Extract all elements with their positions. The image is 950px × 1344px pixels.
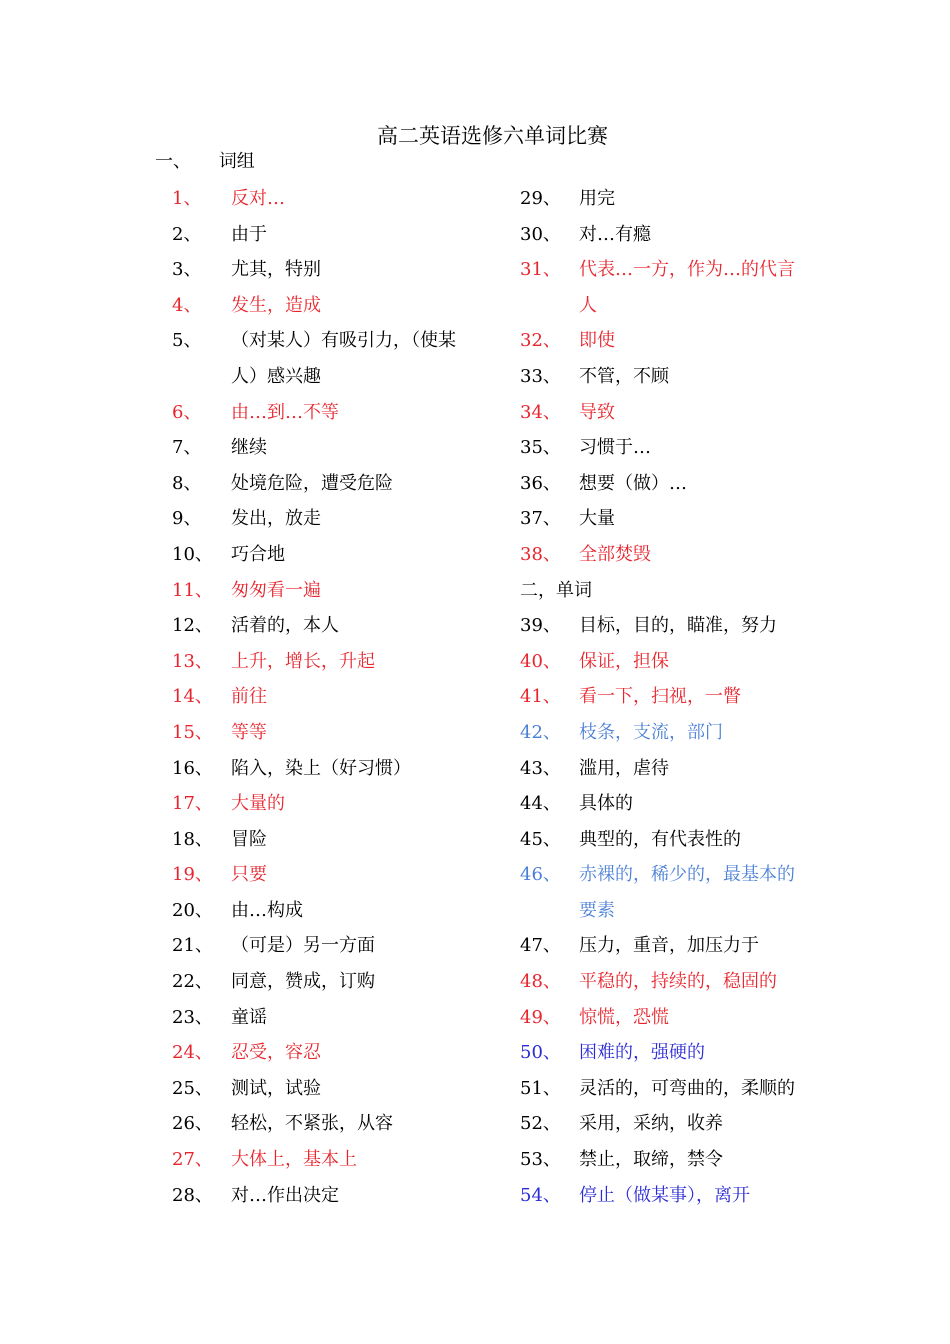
list-item — [520, 217, 820, 253]
item-number: 13、 — [172, 650, 213, 672]
word-list-items — [520, 608, 820, 1213]
list-item — [172, 430, 472, 466]
item-text: 惊慌，恐慌 — [579, 1006, 669, 1028]
item-text: 典型的，有代表性的 — [579, 828, 741, 850]
item-number: 22、 — [172, 971, 213, 993]
item-text: 对…有瘾 — [579, 223, 651, 245]
item-text: 习惯于… — [579, 437, 651, 459]
item-text: 代表…一方，作为…的代言人 — [579, 259, 795, 316]
list-item — [172, 1142, 472, 1178]
item-number: 33、 — [520, 365, 561, 387]
item-number: 50、 — [520, 1042, 561, 1064]
list-item — [172, 323, 472, 394]
item-text: 由…构成 — [231, 899, 303, 921]
item-text: 处境危险，遭受危险 — [231, 472, 393, 494]
item-number: 14、 — [172, 686, 213, 708]
item-number: 34、 — [520, 401, 561, 423]
item-number: 54、 — [520, 1184, 561, 1206]
list-item — [520, 1000, 820, 1036]
list-item — [520, 715, 820, 751]
item-number: 2、 — [172, 223, 202, 245]
list-item — [172, 537, 472, 573]
list-item — [172, 822, 472, 858]
item-number: 12、 — [172, 615, 213, 637]
list-item — [520, 1178, 820, 1214]
item-text: 测试，试验 — [231, 1077, 321, 1099]
item-number: 23、 — [172, 1006, 213, 1028]
item-number: 51、 — [520, 1077, 561, 1099]
item-number: 29、 — [520, 188, 561, 209]
item-number: 19、 — [172, 864, 213, 886]
item-number: 17、 — [172, 793, 213, 815]
item-text: 大量的 — [231, 793, 285, 815]
item-number: 52、 — [520, 1113, 561, 1135]
list-item — [520, 1035, 820, 1071]
item-text: 禁止，取缔，禁令 — [579, 1149, 723, 1171]
list-item — [172, 857, 472, 893]
item-text: （对某人）有吸引力，（使某人）感兴趣 — [231, 330, 456, 387]
list-item — [520, 537, 820, 573]
list-item — [520, 252, 820, 323]
item-text: 发生，造成 — [231, 294, 321, 316]
item-text: 忍受，容忍 — [231, 1042, 321, 1064]
item-number: 7、 — [172, 437, 202, 459]
page-title: 高二英语选修六单词比赛 — [377, 124, 608, 148]
item-text: 即使 — [579, 330, 615, 352]
item-number: 42、 — [520, 721, 561, 743]
item-text: 冒险 — [231, 828, 267, 850]
list-item — [172, 288, 472, 324]
list-item — [172, 1178, 472, 1214]
phrase-list-right-items — [520, 181, 820, 573]
list-item — [520, 501, 820, 537]
item-text: 停止（做某事），离开 — [579, 1184, 750, 1206]
item-text: 对…作出决定 — [231, 1184, 339, 1206]
list-item — [520, 1071, 820, 1107]
item-number: 45、 — [520, 828, 561, 850]
item-number: 10、 — [172, 543, 213, 565]
item-text: 赤裸的，稀少的，最基本的要素 — [579, 864, 795, 921]
item-number: 40、 — [520, 650, 561, 672]
item-number: 15、 — [172, 721, 213, 743]
item-text: 陷入，染上（好习惯） — [231, 757, 411, 779]
item-number: 28、 — [172, 1184, 213, 1206]
item-text: 上升，增长，升起 — [231, 650, 375, 672]
item-text: 由于 — [231, 223, 267, 245]
item-number: 27、 — [172, 1149, 213, 1171]
item-number: 6、 — [172, 401, 202, 423]
item-text: 巧合地 — [231, 543, 285, 565]
item-text: 平稳的，持续的，稳固的 — [579, 971, 777, 993]
item-text: 同意，赞成，订购 — [231, 971, 375, 993]
list-item — [172, 1071, 472, 1107]
item-number: 1、 — [172, 188, 202, 209]
section-heading-words — [520, 573, 820, 609]
item-number: 35、 — [520, 437, 561, 459]
item-number: 47、 — [520, 935, 561, 957]
phrase-list-left — [172, 181, 472, 1213]
item-number: 9、 — [172, 508, 202, 530]
list-item — [172, 573, 472, 609]
item-text: 由…到…不等 — [231, 401, 339, 423]
list-item — [172, 608, 472, 644]
list-item — [172, 395, 472, 431]
list-item — [172, 1000, 472, 1036]
item-text: 采用，采纳，收养 — [579, 1113, 723, 1135]
list-item — [520, 1142, 820, 1178]
list-item — [172, 252, 472, 288]
list-item — [520, 928, 820, 964]
list-item — [172, 893, 472, 929]
item-number: 20、 — [172, 899, 213, 921]
list-item — [520, 608, 820, 644]
item-text: 发出，放走 — [231, 508, 321, 530]
list-item — [172, 715, 472, 751]
list-item — [520, 359, 820, 395]
item-number: 36、 — [520, 472, 561, 494]
list-item — [520, 395, 820, 431]
list-item — [172, 501, 472, 537]
list-item — [172, 644, 472, 680]
section-label: 二，单词 — [520, 579, 592, 601]
list-item — [520, 964, 820, 1000]
phrase-list-right — [520, 181, 820, 1213]
item-text: 只要 — [231, 864, 267, 886]
section-number: 一、 — [155, 151, 191, 172]
list-item — [520, 644, 820, 680]
list-item — [172, 181, 472, 217]
list-item — [172, 786, 472, 822]
list-item — [520, 323, 820, 359]
item-text: 看一下，扫视，一瞥 — [579, 686, 741, 708]
item-number: 31、 — [520, 259, 561, 281]
list-item — [520, 751, 820, 787]
item-text: 用完 — [579, 188, 615, 209]
list-item — [172, 466, 472, 502]
item-number: 18、 — [172, 828, 213, 850]
item-number: 21、 — [172, 935, 213, 957]
list-item — [172, 1035, 472, 1071]
item-number: 30、 — [520, 223, 561, 245]
section-label: 词组 — [218, 151, 255, 172]
list-item — [520, 786, 820, 822]
item-text: 导致 — [579, 401, 615, 423]
item-text: 匆匆看一遍 — [231, 579, 321, 601]
item-number: 41、 — [520, 686, 561, 708]
section-heading-phrases — [155, 150, 255, 174]
list-item — [520, 857, 820, 928]
item-number: 53、 — [520, 1149, 561, 1171]
item-text: 继续 — [231, 437, 267, 459]
item-number: 3、 — [172, 259, 202, 281]
item-text: 目标，目的，瞄准，努力 — [579, 615, 777, 637]
item-number: 26、 — [172, 1113, 213, 1135]
list-item — [172, 928, 472, 964]
list-item — [172, 679, 472, 715]
item-text: 滥用，虐待 — [579, 757, 669, 779]
list-item — [520, 679, 820, 715]
item-number: 32、 — [520, 330, 561, 352]
list-item — [520, 1106, 820, 1142]
item-number: 24、 — [172, 1042, 213, 1064]
item-text: 轻松，不紧张，从容 — [231, 1113, 393, 1135]
list-item — [520, 466, 820, 502]
list-item — [520, 181, 820, 217]
item-number: 39、 — [520, 615, 561, 637]
item-text: 大体上，基本上 — [231, 1149, 357, 1171]
item-text: 枝条，支流，部门 — [579, 721, 723, 743]
item-number: 5、 — [172, 330, 202, 352]
item-text: （可是）另一方面 — [231, 935, 375, 957]
item-number: 37、 — [520, 508, 561, 530]
item-text: 大量 — [579, 508, 615, 530]
item-number: 25、 — [172, 1077, 213, 1099]
item-number: 4、 — [172, 294, 202, 316]
item-number: 44、 — [520, 793, 561, 815]
item-text: 童谣 — [231, 1006, 267, 1028]
item-text: 压力，重音，加压力于 — [579, 935, 759, 957]
item-text: 全部焚毁 — [579, 543, 651, 565]
list-item — [520, 822, 820, 858]
item-text: 想要（做）… — [579, 472, 687, 494]
list-item — [172, 1106, 472, 1142]
item-text: 尤其，特别 — [231, 259, 321, 281]
item-text: 保证，担保 — [579, 650, 669, 672]
item-number: 48、 — [520, 971, 561, 993]
item-text: 困难的，强硬的 — [579, 1042, 705, 1064]
item-text: 具体的 — [579, 793, 633, 815]
item-text: 反对… — [231, 188, 285, 209]
list-item — [172, 217, 472, 253]
list-item — [172, 751, 472, 787]
list-item — [520, 430, 820, 466]
item-number: 49、 — [520, 1006, 561, 1028]
item-number: 11、 — [172, 579, 213, 601]
item-number: 46、 — [520, 864, 561, 886]
item-number: 43、 — [520, 757, 561, 779]
item-text: 活着的，本人 — [231, 615, 339, 637]
item-number: 8、 — [172, 472, 202, 494]
item-number: 38、 — [520, 543, 561, 565]
item-number: 16、 — [172, 757, 213, 779]
item-text: 等等 — [231, 721, 267, 743]
item-text: 灵活的，可弯曲的，柔顺的 — [579, 1077, 795, 1099]
item-text: 前往 — [231, 686, 267, 708]
item-text: 不管，不顾 — [579, 365, 669, 387]
list-item — [172, 964, 472, 1000]
